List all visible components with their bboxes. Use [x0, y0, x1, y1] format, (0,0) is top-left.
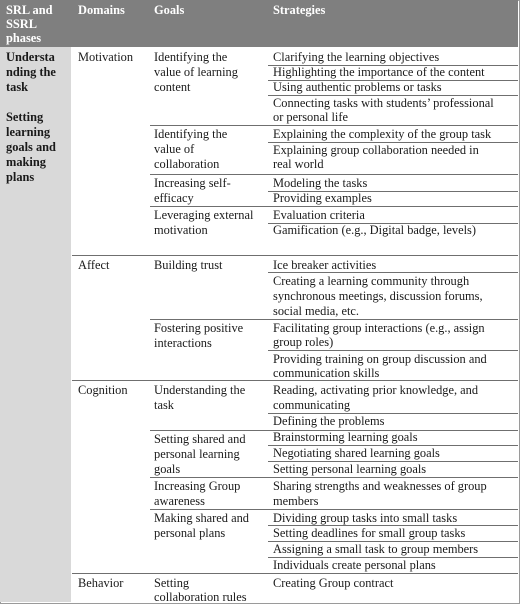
goal-shared-goals-line3: goals: [154, 462, 181, 476]
goal-value-collab-line3: collaboration: [154, 157, 220, 171]
goal-value-collab-line2: value of: [154, 142, 195, 156]
header-phase-line3: phases: [6, 31, 42, 45]
strategy-clarifying-objectives: Clarifying the learning objectives: [273, 50, 440, 64]
strategy-explaining-complexity: Explaining the complexity of the group task: [273, 127, 492, 141]
phase-understanding-line1: Understa: [6, 50, 55, 64]
phase-setting-goals-line5: plans: [6, 170, 35, 184]
strategy-brainstorming-goals: Brainstorming learning goals: [273, 430, 418, 444]
goal-value-content-line3: content: [154, 80, 191, 94]
strategy-facilitating-interactions-line1: Facilitating group interactions (e.g., assign: [273, 321, 485, 335]
strategy-reading-prior-knowledge-line1: Reading, activating prior knowledge, and: [273, 383, 479, 397]
goal-separator: [150, 477, 518, 478]
goal-positive-interactions-line1: Fostering positive: [154, 321, 244, 335]
goal-self-efficacy-line2: efficacy: [154, 191, 194, 205]
strategy-learning-community-line2: synchronous meetings, discussion forums,: [273, 289, 483, 303]
strategy-personal-plans: Individuals create personal plans: [273, 558, 436, 572]
goal-shared-goals-line1: Setting shared and: [154, 432, 246, 446]
phase-setting-goals-line1: Setting: [6, 110, 44, 124]
strategy-training-discussion-line2: communication skills: [273, 366, 380, 380]
strategy-learning-community-line3: social media, etc.: [273, 304, 360, 318]
strategy-explaining-collab-line1: Explaining group collaboration needed in: [273, 143, 479, 157]
header-phase-line2: SSRL: [6, 17, 37, 31]
goal-value-content-line1: Identifying the: [154, 50, 228, 64]
goal-external-motivation-line2: motivation: [154, 223, 208, 237]
strategy-sharing-strengths-line1: Sharing strengths and weaknesses of group: [273, 479, 487, 493]
strategy-dividing-tasks: Dividing group tasks into small tasks: [273, 511, 458, 525]
goal-separator: [150, 174, 518, 175]
goal-value-collab-line1: Identifying the: [154, 127, 228, 141]
goal-shared-plans-line2: personal plans: [154, 526, 226, 540]
goal-shared-goals-line2: personal learning: [154, 447, 240, 461]
goal-understanding-task-line1: Understanding the: [154, 383, 246, 397]
strategy-assigning-task: Assigning a small task to group members: [273, 542, 479, 556]
goal-understanding-task-line2: task: [154, 398, 174, 412]
strategy-training-discussion-line1: Providing training on group discussion and: [273, 352, 487, 366]
goal-self-efficacy-line1: Increasing self-: [154, 176, 231, 190]
domain-separator: [72, 255, 518, 256]
strategy-authentic-problems: Using authentic problems or tasks: [273, 80, 442, 94]
goal-group-awareness-line2: awareness: [154, 494, 205, 508]
goal-collab-rules-line1: Setting: [154, 576, 190, 590]
goal-shared-plans-line1: Making shared and: [154, 511, 249, 525]
strategy-connecting-tasks-line2: or personal life: [273, 110, 349, 124]
strategy-modeling-tasks: Modeling the tasks: [273, 176, 368, 190]
strategy-negotiating-goals: Negotiating shared learning goals: [273, 446, 440, 460]
phase-setting-goals-line4: making: [6, 155, 46, 169]
goal-positive-interactions-line2: interactions: [154, 336, 212, 350]
strategy-connecting-tasks-line1: Connecting tasks with students’ professional: [273, 96, 494, 110]
phase-setting-goals-line2: learning: [6, 125, 51, 139]
domain-affect: Affect: [78, 258, 110, 272]
strategy-defining-problems: Defining the problems: [273, 414, 385, 428]
strategy-providing-examples: Providing examples: [273, 191, 372, 205]
goal-external-motivation-line1: Leveraging external: [154, 208, 254, 222]
strategy-personal-goals: Setting personal learning goals: [273, 462, 427, 476]
strategy-ice-breaker: Ice breaker activities: [273, 258, 377, 272]
goal-separator: [150, 319, 518, 320]
strategy-setting-deadlines: Setting deadlines for small group tasks: [273, 526, 466, 540]
strategy-reading-prior-knowledge-line2: communicating: [273, 398, 351, 412]
phase-understanding-line3: task: [6, 80, 29, 94]
strategy-highlighting-importance: Highlighting the importance of the content: [273, 65, 485, 79]
goal-building-trust: Building trust: [154, 258, 223, 272]
domain-separator: [72, 573, 518, 574]
phase-understanding-line2: nding the: [6, 65, 56, 79]
header-strategies: Strategies: [273, 3, 326, 17]
phase-setting-goals-line3: goals and: [6, 140, 56, 154]
goal-separator: [150, 125, 518, 126]
goal-value-content-line2: value of learning: [154, 65, 238, 79]
header-phase-line1: SRL and: [6, 3, 53, 17]
domain-behavior: Behavior: [78, 576, 124, 590]
strategy-gamification: Gamification (e.g., Digital badge, levels): [273, 223, 476, 237]
header-domains: Domains: [78, 3, 125, 17]
goal-separator: [150, 509, 518, 510]
domain-cognition: Cognition: [78, 383, 128, 397]
strategy-facilitating-interactions-line2: group roles): [273, 335, 334, 349]
goal-separator: [150, 206, 518, 207]
strategy-learning-community-line1: Creating a learning community through: [273, 274, 470, 288]
goal-group-awareness-line1: Increasing Group: [154, 479, 241, 493]
domain-motivation: Motivation: [78, 50, 134, 64]
goal-collab-rules-line2: collaboration rules: [154, 590, 247, 604]
strategy-explaining-collab-line2: real world: [273, 157, 324, 171]
strategy-evaluation-criteria: Evaluation criteria: [273, 208, 365, 222]
strategy-sharing-strengths-line2: members: [273, 494, 319, 508]
strategy-separator: [268, 350, 518, 351]
strategy-group-contract: Creating Group contract: [273, 576, 394, 590]
header-goals: Goals: [154, 3, 185, 17]
